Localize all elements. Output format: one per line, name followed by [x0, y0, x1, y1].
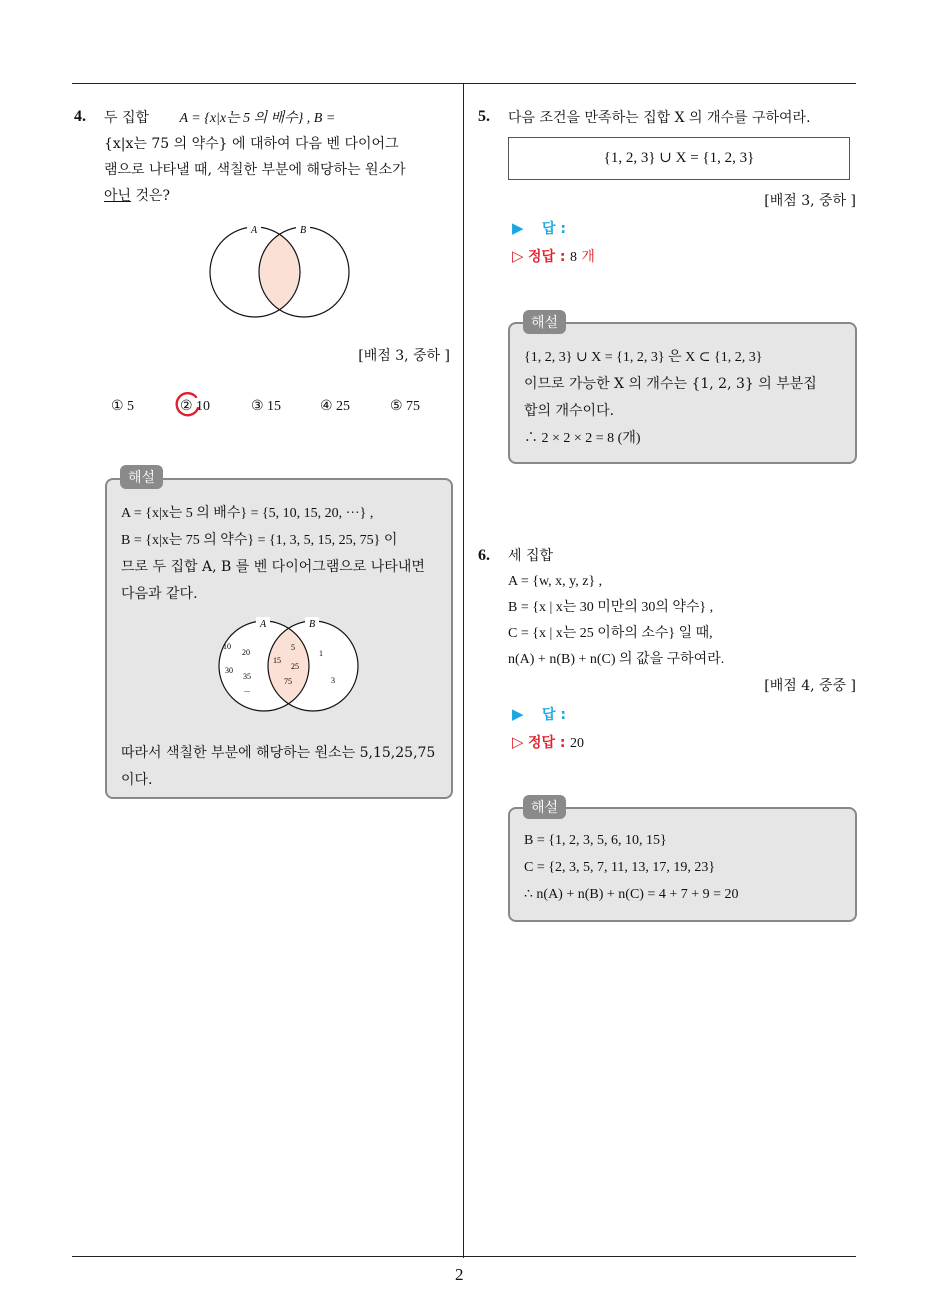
answer-label: 답 :: [542, 707, 566, 723]
correct-value: 20: [569, 736, 584, 751]
triangle-outline-icon: ▷: [512, 247, 524, 265]
play-arrow-icon: ▶: [512, 705, 524, 723]
explanation-tag: 해설: [523, 310, 566, 334]
element-label: 15: [273, 656, 281, 665]
score-tag: [배점 4, 중중 ]: [764, 678, 856, 694]
explanation-tag: 해설: [120, 465, 163, 489]
set-a-label: A: [250, 225, 258, 236]
set-definition: A = {w, x, y, z} ,: [508, 574, 603, 589]
explanation-line: {1, 2, 3} ∪ X = {1, 2, 3} 은 X ⊂ {1, 2, 3}: [524, 350, 763, 365]
correct-answer-row: [512, 246, 595, 266]
question-text-line: [104, 105, 454, 132]
answer-row: [512, 704, 566, 724]
question-text: n(A) + n(B) + n(C) 의 값을 구하여라.: [508, 652, 725, 667]
score-tag: [배점 3, 중하 ]: [358, 348, 450, 364]
explanation-box: [105, 478, 453, 799]
question-text-line: [104, 183, 170, 209]
correct-unit: 개: [576, 249, 595, 265]
choice-3[interactable]: ③ 15: [251, 399, 282, 414]
condition-math: {1, 2, 3} ∪ X = {1, 2, 3}: [603, 150, 755, 166]
answer-row: [512, 218, 566, 238]
question-title: 세 집합: [508, 548, 554, 564]
explanation-line: B = {x|x는 75 의 약수} = {1, 3, 5, 15, 25, 75} 이: [121, 533, 398, 548]
correct-label: 정답 :: [528, 249, 566, 265]
explanation-line: 따라서 색칠한 부분에 해당하는 원소는 5,15,25,75: [121, 745, 436, 761]
correct-label: 정답 :: [528, 735, 566, 751]
element-label: 25: [291, 662, 299, 671]
top-rule: [72, 83, 856, 84]
page-number: 2: [455, 1265, 464, 1284]
column-divider: [463, 84, 464, 1258]
element-label: 1: [319, 649, 323, 658]
explanation-line: ∴ n(A) + n(B) + n(C) = 4 + 7 + 9 = 20: [524, 887, 739, 902]
question-text-line: {x|x는 75 의 약수} 에 대하여 다음 벤 다이어그: [104, 136, 399, 152]
question-number: 6.: [478, 547, 490, 564]
explanation-line: A = {x|x는 5 의 배수} = {5, 10, 15, 20, ···} ,: [121, 506, 374, 521]
correct-answer-row: [512, 732, 584, 752]
choice-4[interactable]: ④ 25: [320, 399, 351, 414]
choice-1[interactable]: ① 5: [111, 399, 135, 414]
explanation-line: 다음과 같다.: [121, 586, 198, 602]
explanation-tag: 해설: [523, 795, 566, 819]
selected-circle-mark: [174, 391, 202, 419]
explanation-line: ∴ 2 × 2 × 2 = 8 (개): [524, 431, 641, 446]
element-label: 35: [243, 672, 251, 681]
set-b-label: B: [308, 619, 316, 630]
bottom-rule: [72, 1256, 856, 1257]
explanation-line: 합의 개수이다.: [524, 403, 615, 419]
answer-label: 답 :: [542, 221, 566, 237]
question-math: A = {x|x는 5 의 배수} , B =: [179, 111, 336, 126]
element-label: 5: [291, 643, 295, 652]
explanation-line: 이다.: [121, 772, 153, 788]
triangle-outline-icon: ▷: [512, 733, 524, 751]
explanation-line: 이므로 가능한 X 의 개수는 {1, 2, 3} 의 부분집: [524, 376, 817, 392]
element-label: 30: [225, 666, 233, 675]
condition-box: [508, 137, 850, 180]
set-definition: B = {x | x는 30 미만의 30의 약수} ,: [508, 600, 714, 615]
set-b-label: B: [299, 225, 307, 236]
question-text: 두 집합: [104, 110, 150, 126]
element-label: 3: [331, 676, 335, 685]
question-text: 것은?: [131, 188, 171, 204]
element-label: 75: [284, 677, 292, 686]
correct-value: 8: [569, 250, 577, 265]
explanation-venn-diagram: [209, 616, 369, 716]
emphasis-text: 아닌: [104, 188, 132, 204]
explanation-line: B = {1, 2, 3, 5, 6, 10, 15}: [524, 833, 667, 848]
explanation-line: 므로 두 집합 A, B 를 벤 다이어그램으로 나타내면: [121, 559, 425, 575]
element-label: 20: [242, 648, 250, 657]
explanation-box: [508, 807, 857, 922]
set-a-label: A: [259, 619, 267, 630]
explanation-box: [508, 322, 857, 464]
venn-diagram: [200, 222, 360, 322]
choice-2[interactable]: ② 10: [180, 399, 211, 414]
choice-5[interactable]: ⑤ 75: [390, 399, 421, 414]
explanation-line: C = {2, 3, 5, 7, 11, 13, 17, 19, 23}: [524, 860, 716, 875]
question-number: 4.: [74, 108, 86, 125]
set-definition: C = {x | x는 25 이하의 소수} 일 때,: [508, 626, 713, 641]
question-number: 5.: [478, 108, 490, 125]
element-label: ...: [244, 685, 250, 694]
play-arrow-icon: ▶: [512, 219, 524, 237]
score-tag: [배점 3, 중하 ]: [764, 193, 856, 209]
question-text-line: 램으로 나타낼 때, 색칠한 부분에 해당하는 원소가: [104, 162, 406, 178]
element-label: 10: [223, 642, 231, 651]
question-text: 다음 조건을 만족하는 집합 X 의 개수를 구하여라.: [508, 110, 811, 126]
